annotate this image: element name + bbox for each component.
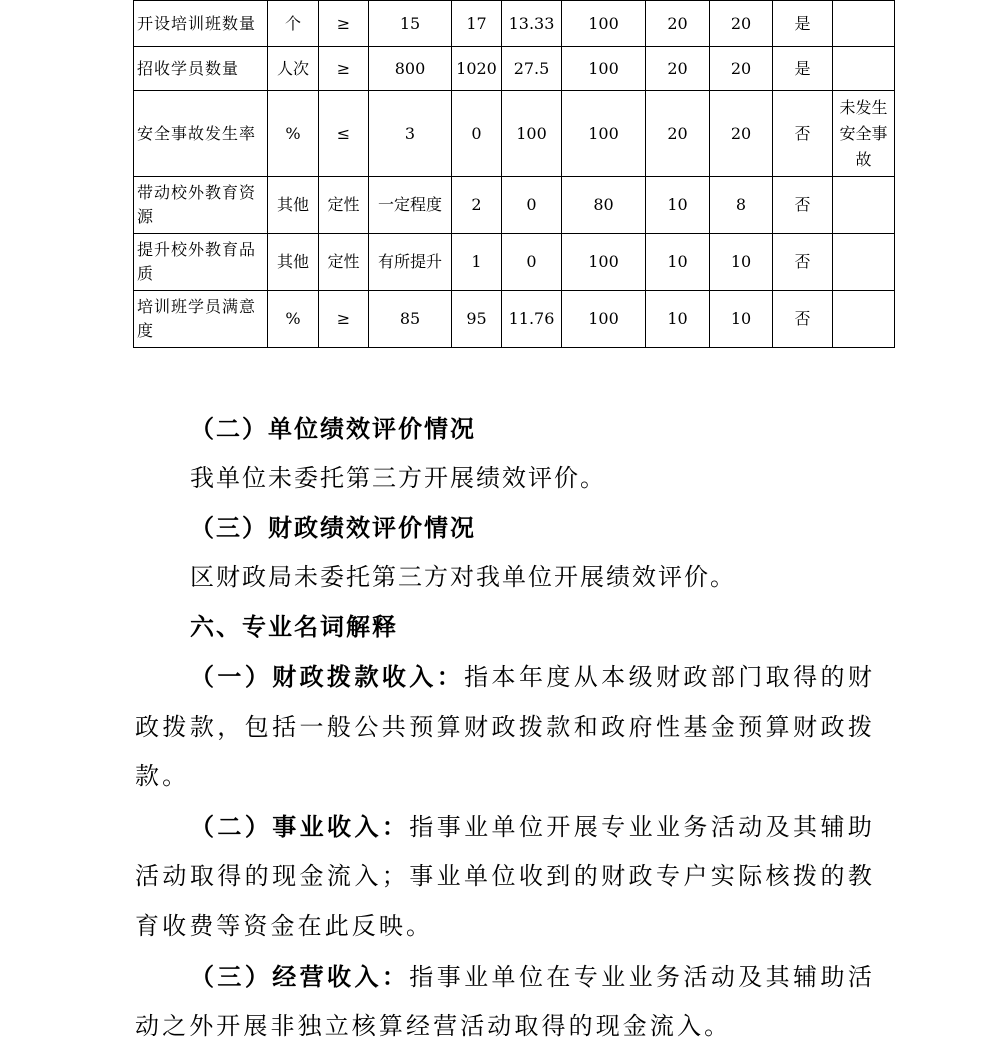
table-row: [134, 47, 895, 91]
indicator-deviation: 27.5: [502, 47, 562, 91]
indicator-rate: 80: [562, 177, 646, 234]
indicator-flag: 否: [773, 177, 833, 234]
indicator-target: 85: [369, 291, 452, 348]
indicator-operator: ≤: [319, 91, 369, 177]
fiscal-eval-text: 区财政局未委托第三方对我单位开展绩效评价。: [190, 562, 736, 591]
indicator-weight: 20: [646, 91, 710, 177]
indicator-name: 培训班学员满意度: [134, 291, 268, 348]
indicator-rate: 100: [562, 234, 646, 291]
indicator-operator: 定性: [319, 177, 369, 234]
indicator-actual: 2: [452, 177, 502, 234]
indicator-target: 800: [369, 47, 452, 91]
glossary-term: （三）经营收入：: [190, 961, 410, 991]
indicator-flag: 是: [773, 47, 833, 91]
glossary-term: （二）事业收入：: [190, 811, 410, 841]
indicator-weight: 20: [646, 1, 710, 47]
table-row: [134, 291, 895, 348]
indicator-target: 一定程度: [369, 177, 452, 234]
indicator-actual: 0: [452, 91, 502, 177]
indicator-actual: 1: [452, 234, 502, 291]
glossary-item-fiscal-appropriation: [135, 652, 875, 802]
table-row: [134, 234, 895, 291]
indicator-note: [833, 47, 895, 91]
glossary-definition: 指本年度从本级财政部门取得的财政拨款，包括一般公共预算财政拨款和政府性基金预算财政拨款。: [135, 662, 875, 791]
indicator-unit: %: [268, 291, 319, 348]
indicator-score: 10: [710, 291, 773, 348]
indicator-name: 安全事故发生率: [134, 91, 268, 177]
indicator-note: [833, 1, 895, 47]
unit-eval-text: 我单位未委托第三方开展绩效评价。: [190, 463, 606, 492]
indicator-unit: 个: [268, 1, 319, 47]
glossary-definition: 指事业单位在专业业务活动及其辅助活动之外开展非独立核算经营活动取得的现金流入。: [135, 962, 875, 1041]
indicator-score: 20: [710, 1, 773, 47]
indicator-flag: 是: [773, 1, 833, 47]
indicator-target: 有所提升: [369, 234, 452, 291]
indicator-note: [833, 177, 895, 234]
indicator-operator: ≥: [319, 47, 369, 91]
indicator-weight: 10: [646, 177, 710, 234]
indicator-actual: 95: [452, 291, 502, 348]
glossary-term: （一）财政拨款收入：: [190, 661, 465, 691]
indicator-name: 提升校外教育品质: [134, 234, 268, 291]
indicator-rate: 100: [562, 1, 646, 47]
indicator-weight: 10: [646, 234, 710, 291]
indicator-score: 20: [710, 91, 773, 177]
indicator-target: 3: [369, 91, 452, 177]
indicator-deviation: 0: [502, 234, 562, 291]
glossary-heading: 六、专业名词解释: [190, 612, 398, 642]
table-row: [134, 1, 895, 47]
indicator-weight: 20: [646, 47, 710, 91]
indicator-flag: 否: [773, 234, 833, 291]
indicator-score: 20: [710, 47, 773, 91]
fiscal-eval-heading: （三）财政绩效评价情况: [190, 513, 476, 543]
indicator-name: 招收学员数量: [134, 47, 268, 91]
indicator-deviation: 0: [502, 177, 562, 234]
indicator-flag: 否: [773, 91, 833, 177]
indicator-name: 带动校外教育资源: [134, 177, 268, 234]
indicator-operator: ≥: [319, 1, 369, 47]
indicator-weight: 10: [646, 291, 710, 348]
indicator-score: 8: [710, 177, 773, 234]
indicator-note: [833, 234, 895, 291]
indicator-actual: 1020: [452, 47, 502, 91]
indicator-unit: 人次: [268, 47, 319, 91]
glossary-item-operating-income: [135, 952, 875, 1052]
indicator-rate: 100: [562, 291, 646, 348]
indicator-operator: 定性: [319, 234, 369, 291]
indicator-flag: 否: [773, 291, 833, 348]
table-row: [134, 91, 895, 177]
indicator-unit: %: [268, 91, 319, 177]
indicator-unit: 其他: [268, 234, 319, 291]
indicator-operator: ≥: [319, 291, 369, 348]
performance-indicator-table: [133, 0, 895, 348]
unit-eval-heading: （二）单位绩效评价情况: [190, 414, 476, 443]
indicator-rate: 100: [562, 47, 646, 91]
indicator-name: 开设培训班数量: [134, 1, 268, 47]
indicator-note: [833, 291, 895, 348]
indicator-deviation: 13.33: [502, 1, 562, 47]
indicator-rate: 100: [562, 91, 646, 177]
indicator-deviation: 100: [502, 91, 562, 177]
glossary-item-business-income: [135, 802, 875, 952]
glossary-definition: 指事业单位开展专业业务活动及其辅助活动取得的现金流入；事业单位收到的财政专户实际核拨的教育收费等资金在此反映。: [135, 812, 875, 940]
indicator-target: 15: [369, 1, 452, 47]
indicator-deviation: 11.76: [502, 291, 562, 348]
indicator-score: 10: [710, 234, 773, 291]
document-body: [135, 404, 875, 1052]
indicator-actual: 17: [452, 1, 502, 47]
indicator-note: 未发生安全事故: [833, 91, 895, 177]
indicator-unit: 其他: [268, 177, 319, 234]
table-row: [134, 177, 895, 234]
